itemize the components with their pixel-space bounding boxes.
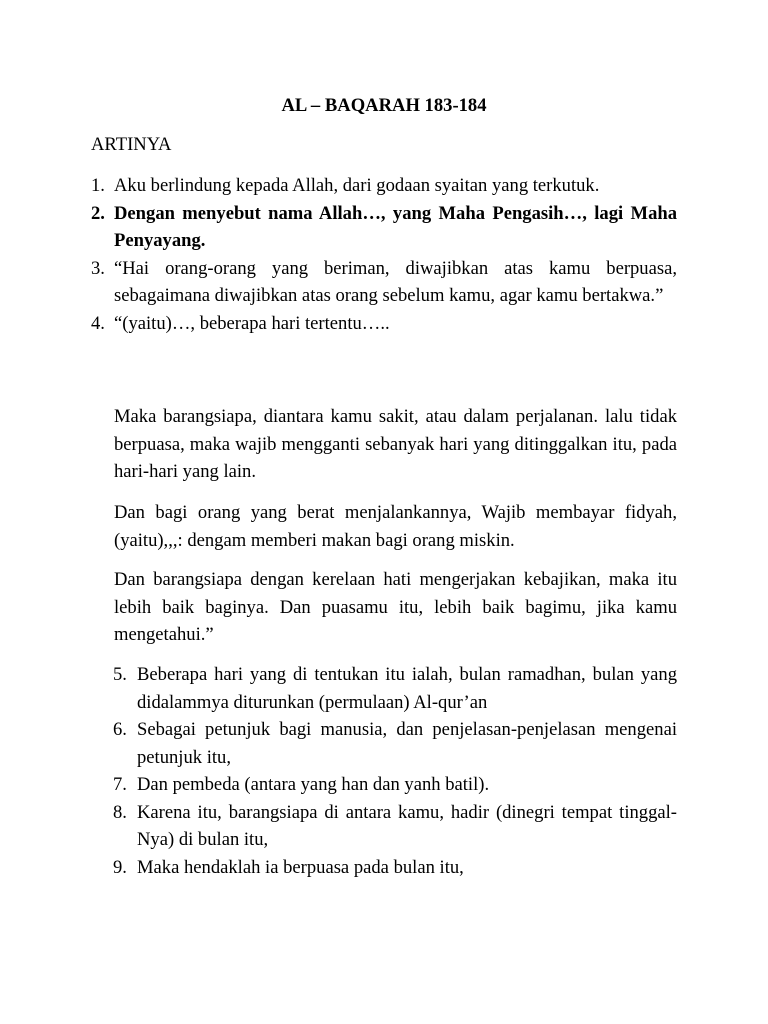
list-item	[113, 799, 677, 854]
list-item-text: Dengan menyebut nama Allah…, yang Maha Pengasih…, lagi Maha Penyayang.	[114, 202, 677, 251]
list-item-number: 7.	[113, 774, 127, 795]
list-item-number: 6.	[113, 719, 127, 740]
list-item-text: Aku berlindung kepada Allah, dari godaan syaitan yang terkutuk.	[114, 175, 600, 196]
paragraph	[91, 499, 677, 554]
list-item-number: 8.	[113, 801, 127, 823]
list-item	[91, 255, 677, 310]
document-title: AL – BAQARAH 183-184	[281, 95, 487, 116]
list-item-number: 9.	[113, 856, 127, 878]
list-item	[113, 661, 677, 716]
paragraph-text: Dan barangsiapa dengan kerelaan hati mengerjakan kebajikan, maka itu lebih baik baginya. Dan puasamu itu, lebih baik bagimu, jika kamu mengetahui.”	[114, 569, 677, 645]
list-item-number: 4.	[91, 312, 105, 334]
list-item-text: Maka hendaklah ia berpuasa pada bulan itu,	[137, 856, 464, 878]
list-item	[91, 172, 677, 200]
list-item-number: 3.	[91, 257, 105, 279]
numbered-list-1	[91, 172, 677, 337]
paragraph-text: Maka barangsiapa, diantara kamu sakit, atau dalam perjalanan. lalu tidak berpuasa, maka wajib mengganti sebanyak hari yang ditinggalkan itu, pada hari-hari yang lain.	[114, 406, 677, 482]
list-item-number: 5.	[113, 664, 127, 685]
paragraph-text: Dan bagi orang yang berat menjalankannya, Wajib membayar fidyah, (yaitu),,,: dengam memberi makan bagi orang miskin.	[114, 502, 677, 551]
list-item	[113, 854, 677, 882]
numbered-list-2	[113, 661, 677, 881]
section-label: ARTINYA	[91, 134, 172, 155]
paragraph	[91, 403, 677, 486]
list-item-text: Sebagai petunjuk bagi manusia, dan penjelasan-penjelasan mengenai petunjuk itu,	[137, 719, 677, 768]
list-item	[91, 200, 677, 255]
list-item	[91, 310, 677, 338]
list-item	[113, 771, 677, 799]
list-item-text: Karena itu, barangsiapa di antara kamu, hadir (dinegri tempat tinggal-Nya) di bulan itu,	[137, 801, 677, 850]
list-item-text: “(yaitu)…, beberapa hari tertentu…..	[114, 312, 390, 334]
list-item-text: Dan pembeda (antara yang han dan yanh batil).	[137, 774, 490, 795]
list-item	[113, 716, 677, 771]
list-item-text: “Hai orang-orang yang beriman, diwajibkan atas kamu berpuasa, sebagaimana diwajibkan atas orang sebelum kamu, agar kamu bertakwa.”	[114, 257, 677, 306]
list-item-number: 1.	[91, 175, 105, 196]
list-item-text: Beberapa hari yang di tentukan itu ialah, bulan ramadhan, bulan yang didalammya diturunkan (permulaan) Al-qur’an	[137, 664, 677, 713]
paragraph	[91, 566, 677, 649]
list-item-number: 2.	[91, 202, 105, 224]
